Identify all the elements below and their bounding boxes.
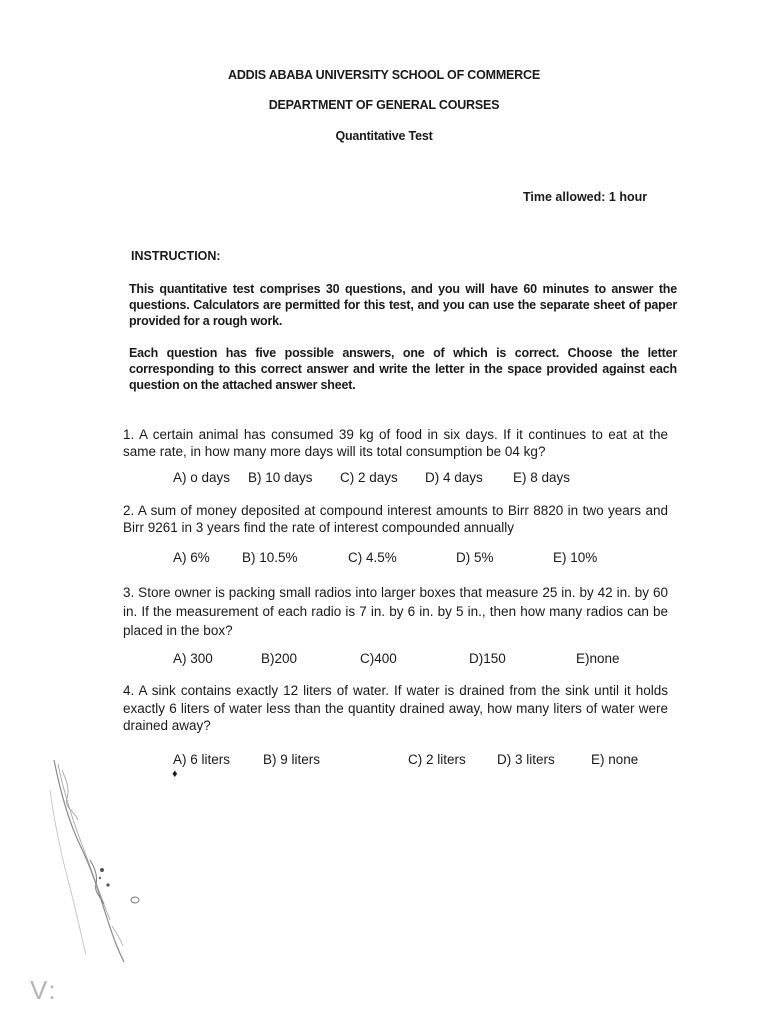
question-2-option-d: D) 5%	[456, 550, 494, 565]
instruction-paragraph-2: Each question has five possible answers, one of which is correct. Choose the letter corresponding to this correct answer and write the letter in the space provided against each question on the attached answer sheet.	[129, 346, 677, 392]
question-4-text: 4. A sink contains exactly 12 liters of water. If water is drained from the sink until it holds exactly 6 liters of water less than the quantity drained away, how many liters of water were drained away?	[123, 683, 668, 733]
question-3-option-c: C)400	[360, 651, 397, 666]
question-2-option-b: B) 10.5%	[242, 550, 298, 565]
question-1-option-c: C) 2 days	[340, 470, 398, 485]
question-3-option-b: B)200	[261, 651, 298, 666]
question-1-option-e: E) 8 days	[513, 470, 571, 485]
question-3-text: 3. Store owner is packing small radios into larger boxes that measure 25 in. by 42 in. by 60 in. If the measurement of each radio is 7 in. by 6 in. by 5 in., then how many radios can be placed in the box?	[123, 585, 668, 638]
question-1-options	[0, 470, 768, 488]
question-1-option-d: D) 4 days	[425, 470, 483, 485]
question-4-option-a: A) 6 liters	[173, 752, 231, 767]
question-4-option-c: C) 2 liters	[408, 752, 466, 767]
question-1-option-a: A) o days	[173, 470, 231, 485]
instruction-paragraph-1: This quantitative test comprises 30 questions, and you will have 60 minutes to answer the questions. Calculators are permitted for this test, and you can use the separate sheet of paper provided for a rough work.	[129, 282, 677, 328]
instruction-title: INSTRUCTION:	[131, 249, 221, 263]
question-2-options	[0, 550, 768, 568]
school-title: ADDIS ABABA UNIVERSITY SCHOOL OF COMMERCE	[228, 68, 540, 82]
question-3-option-e: E)none	[576, 651, 620, 666]
test-title: Quantitative Test	[335, 129, 433, 143]
question-1-option-b: B) 10 days	[248, 470, 313, 485]
question-1-text: 1. A certain animal has consumed 39 kg of food in six days. If it continues to eat at the same rate, in how many more days will its total consumption be 04 kg?	[123, 427, 668, 459]
question-3-options	[0, 651, 768, 669]
corner-watermark: V:	[30, 975, 58, 1005]
question-2-text: 2. A sum of money deposited at compound interest amounts to Birr 8820 in two years and Birr 9261 in 3 years find the rate of interest compounded annually	[123, 503, 668, 535]
question-2-option-e: E) 10%	[553, 550, 598, 565]
pencil-scribble-icon	[40, 750, 150, 965]
time-allowed: Time allowed: 1 hour	[523, 190, 648, 204]
question-2-option-c: C) 4.5%	[348, 550, 397, 565]
department-title: DEPARTMENT OF GENERAL COURSES	[268, 98, 500, 112]
question-3-option-d: D)150	[469, 651, 506, 666]
question-3-option-a: A) 300	[173, 651, 213, 666]
diamond-bullet-icon: ♦	[172, 768, 178, 780]
question-4-option-e: E) none	[591, 752, 639, 767]
question-4-option-b: B) 9 liters	[263, 752, 321, 767]
question-2-option-a: A) 6%	[173, 550, 210, 565]
question-4-option-d: D) 3 liters	[497, 752, 555, 767]
